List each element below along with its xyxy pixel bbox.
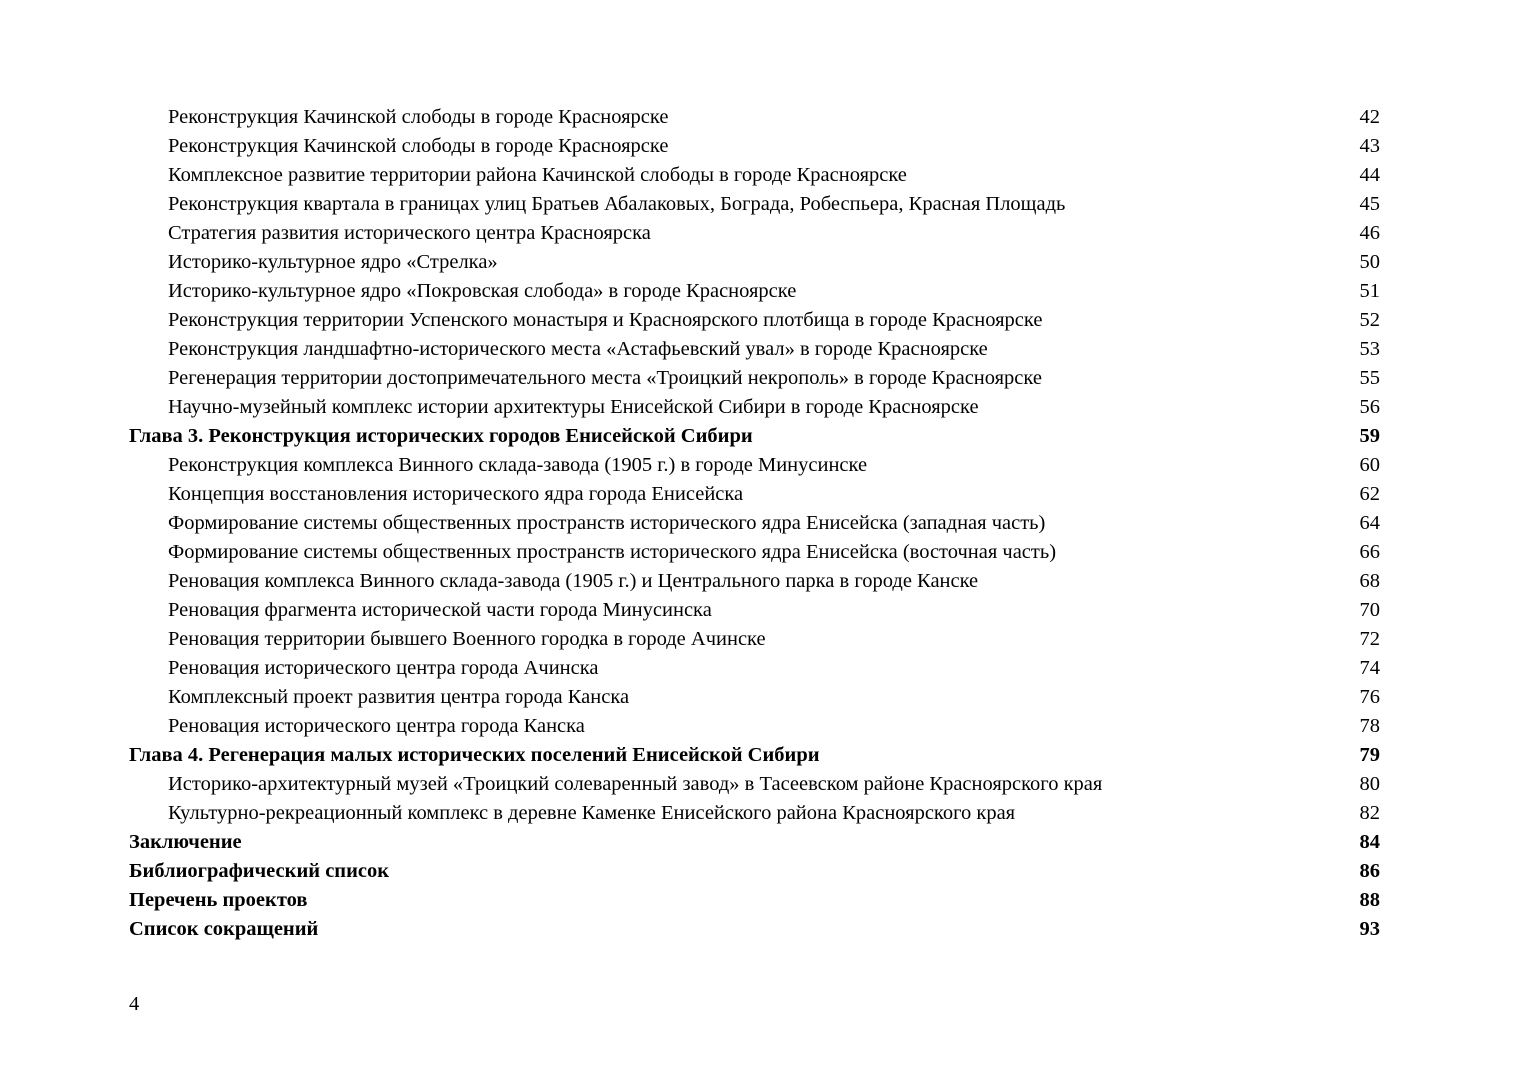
toc-section-entry <box>0 567 1528 596</box>
toc-chapter-entry <box>0 422 1528 451</box>
toc-section-entry <box>0 538 1528 567</box>
toc-entry-title: Реконструкция территории Успенского монастыря и Красноярского плотбища в городе Красноярске <box>168 309 1043 331</box>
toc-section-entry <box>0 161 1528 190</box>
toc-entry-title: Список сокращений <box>129 918 319 940</box>
toc-chapter-entry <box>0 828 1528 857</box>
toc-section-entry <box>0 335 1528 364</box>
toc-entry-title: Формирование системы общественных пространств исторического ядра Енисейска (западная часть) <box>168 512 1046 534</box>
toc-entry-title: Реконструкция ландшафтно-исторического места «Астафьевский увал» в городе Красноярске <box>168 338 988 360</box>
toc-entry-page: 80 <box>1359 773 1380 795</box>
toc-entry-page: 88 <box>1359 889 1380 911</box>
toc-entry-title: Реновация фрагмента исторической части города Минусинска <box>168 599 712 621</box>
toc-entry-title: Комплексное развитие территории района Качинской слободы в городе Красноярске <box>168 164 907 186</box>
toc-entry-title: Заключение <box>129 831 242 853</box>
toc-entry-page: 86 <box>1359 860 1380 882</box>
toc-entry-page: 50 <box>1359 251 1380 273</box>
toc-entry-page: 42 <box>1359 106 1380 128</box>
toc-entry-page: 74 <box>1359 657 1380 679</box>
toc-section-entry <box>0 451 1528 480</box>
toc-entry-page: 64 <box>1359 512 1380 534</box>
toc-section-entry <box>0 654 1528 683</box>
toc-entry-title: Реконструкция Качинской слободы в городе Красноярске <box>168 135 669 157</box>
toc-entry-page: 76 <box>1359 686 1380 708</box>
toc-section-entry <box>0 509 1528 538</box>
toc-section-entry <box>0 712 1528 741</box>
toc-entry-page: 45 <box>1359 193 1380 215</box>
table-of-contents <box>0 103 1528 944</box>
toc-entry-title: Стратегия развития исторического центра Красноярска <box>168 222 651 244</box>
toc-entry-title: Регенерация территории достопримечательного места «Троицкий некрополь» в городе Красноярске <box>168 367 1042 389</box>
toc-section-entry <box>0 625 1528 654</box>
toc-entry-page: 56 <box>1359 396 1380 418</box>
toc-section-entry <box>0 248 1528 277</box>
toc-chapter-entry <box>0 915 1528 944</box>
toc-section-entry <box>0 306 1528 335</box>
toc-entry-title: Реконструкция квартала в границах улиц Братьев Абалаковых, Бограда, Робеспьера, Красная Площадь <box>168 193 1066 215</box>
toc-entry-title: Формирование системы общественных пространств исторического ядра Енисейска (восточная часть) <box>168 541 1057 563</box>
toc-entry-page: 59 <box>1359 425 1380 447</box>
toc-section-entry <box>0 480 1528 509</box>
toc-section-entry <box>0 393 1528 422</box>
toc-entry-title: Концепция восстановления исторического ядра города Енисейска <box>168 483 744 505</box>
toc-entry-title: Библиографический список <box>129 860 390 882</box>
toc-entry-page: 72 <box>1359 628 1380 650</box>
toc-entry-page: 55 <box>1359 367 1380 389</box>
toc-entry-page: 44 <box>1359 164 1380 186</box>
toc-entry-page: 70 <box>1359 599 1380 621</box>
toc-entry-title: Историко-архитектурный музей «Троицкий солеваренный завод» в Тасеевском районе Красноярского края <box>168 773 1103 795</box>
toc-section-entry <box>0 683 1528 712</box>
toc-entry-title: Реновация исторического центра города Канска <box>168 715 585 737</box>
toc-entry-page: 78 <box>1359 715 1380 737</box>
toc-entry-title: Перечень проектов <box>129 889 308 911</box>
toc-entry-title: Комплексный проект развития центра города Канска <box>168 686 630 708</box>
toc-section-entry <box>0 190 1528 219</box>
toc-entry-title: Реновация исторического центра города Ачинска <box>168 657 599 679</box>
toc-entry-title: Научно-музейный комплекс истории архитектуры Енисейской Сибири в городе Красноярске <box>168 396 979 418</box>
toc-section-entry <box>0 219 1528 248</box>
toc-entry-title: Реконструкция Качинской слободы в городе Красноярске <box>168 106 669 128</box>
toc-entry-title: Историко-культурное ядро «Стрелка» <box>168 251 498 273</box>
toc-entry-page: 46 <box>1359 222 1380 244</box>
toc-chapter-entry <box>0 741 1528 770</box>
toc-entry-page: 43 <box>1359 135 1380 157</box>
toc-entry-title: Реконструкция комплекса Винного склада-завода (1905 г.) в городе Минусинске <box>168 454 868 476</box>
toc-entry-page: 60 <box>1359 454 1380 476</box>
toc-entry-title: Глава 4. Регенерация малых исторических поселений Енисейской Сибири <box>129 744 820 766</box>
toc-entry-page: 79 <box>1359 744 1380 766</box>
toc-entry-page: 52 <box>1359 309 1380 331</box>
toc-entry-page: 53 <box>1359 338 1380 360</box>
toc-section-entry <box>0 770 1528 799</box>
toc-entry-title: Глава 3. Реконструкция исторических городов Енисейской Сибири <box>129 425 753 447</box>
toc-section-entry <box>0 277 1528 306</box>
toc-entry-title: Реновация комплекса Винного склада-завода (1905 г.) и Центрального парка в городе Канске <box>168 570 979 592</box>
toc-section-entry <box>0 103 1528 132</box>
toc-section-entry <box>0 799 1528 828</box>
toc-entry-page: 84 <box>1359 831 1380 853</box>
toc-entry-title: Культурно-рекреационный комплекс в деревне Каменке Енисейского района Красноярского края <box>168 802 1016 824</box>
toc-entry-page: 51 <box>1359 280 1380 302</box>
toc-section-entry <box>0 596 1528 625</box>
toc-section-entry <box>0 364 1528 393</box>
toc-entry-page: 93 <box>1359 918 1380 940</box>
toc-entry-page: 82 <box>1359 802 1380 824</box>
toc-entry-title: Реновация территории бывшего Военного городка в городе Ачинске <box>168 628 766 650</box>
toc-entry-page: 68 <box>1359 570 1380 592</box>
toc-chapter-entry <box>0 886 1528 915</box>
toc-entry-page: 66 <box>1359 541 1380 563</box>
toc-section-entry <box>0 132 1528 161</box>
toc-chapter-entry <box>0 857 1528 886</box>
toc-entry-page: 62 <box>1359 483 1380 505</box>
page-number: 4 <box>129 993 140 1015</box>
toc-entry-title: Историко-культурное ядро «Покровская слобода» в городе Красноярске <box>168 280 797 302</box>
